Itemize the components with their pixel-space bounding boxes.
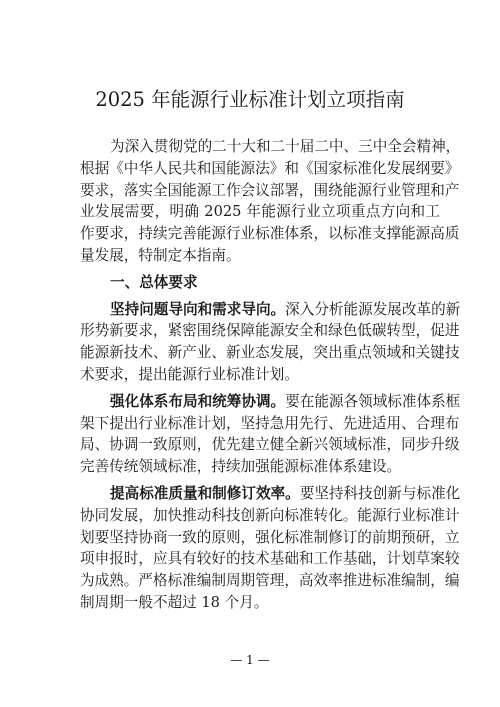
intro-line-4: 业发展需要，明确 2025 年能源行业立项重点方向和工 [80,203,440,221]
paragraph-line: 术要求，提出能源行业标准计划。 [80,365,299,383]
document-body [80,136,461,614]
intro-line-5: 作要求，持续完善能源行业标准体系，以标准支撑能源高质 [80,225,460,243]
paragraph-line: 能源新技术、新产业、新业态发展，突出重点领域和关键技 [80,344,460,362]
paragraph-line: 架下提出行业标准计划，坚持急用先行、先进适用、合理布 [80,414,460,432]
paragraph-line: 协同发展，加快推动科技创新向标准转化。能源行业标准计 [80,506,460,524]
paragraph-first-line [80,391,461,413]
paragraph-lead: 坚持问题导向和需求导向。 [110,300,286,318]
paragraph-line: 项申报时，应具有较好的技术基础和工作基础，计划草案较 [80,550,460,568]
paragraph-quality-efficiency [80,483,461,614]
paragraph-lead-rest: 要坚持科技创新与标准化 [299,484,461,502]
intro-line-6: 量发展，特制定本指南。 [80,246,241,264]
paragraph-system-layout [80,391,461,478]
paragraph-line: 局、协调一致原则，优先建立健全新兴领域标准，同步升级 [80,436,460,454]
intro-line-1: 为深入贯彻党的二十大和二十届二中、三中全会精神， [110,138,461,155]
paragraph-lead-rest: 要在能源各领域标准体系框 [285,392,461,410]
document-title: 2025 年能源行业标准计划立项指南 [95,88,405,111]
paragraph-first-line [80,299,461,321]
paragraph-line: 形势新要求，紧密围绕保障能源安全和绿色低碳转型，促进 [80,322,460,340]
page-number: — 1 — [230,653,270,667]
paragraph-lead: 强化体系布局和统筹协调。 [110,392,286,410]
intro-line-2: 根据《中华人民共和国能源法》和《国家标准化发展纲要》 [80,159,460,177]
paragraph-first-line [80,483,461,505]
paragraph-line: 完善传统领域标准，持续加强能源标准体系建设。 [80,458,402,476]
section-heading-general-requirements: 一、总体要求 [110,273,198,291]
paragraph-line: 制周期一般不超过 18 个月。 [80,593,269,611]
paragraph-line: 划要坚持协商一致的原则，强化标准制修订的前期预研，立 [80,528,460,546]
paragraph-lead-rest: 深入分析能源发展改革的新 [285,300,461,318]
intro-paragraph [80,136,461,267]
paragraph-line: 为成熟。严格标准编制周期管理，高效率推进标准编制，编 [80,572,460,590]
intro-line-3: 要求，落实全国能源工作会议部署，围绕能源行业管理和产 [80,181,460,199]
paragraph-lead: 提高标准质量和制修订效率。 [110,484,300,502]
paragraph-problem-oriented [80,299,461,386]
